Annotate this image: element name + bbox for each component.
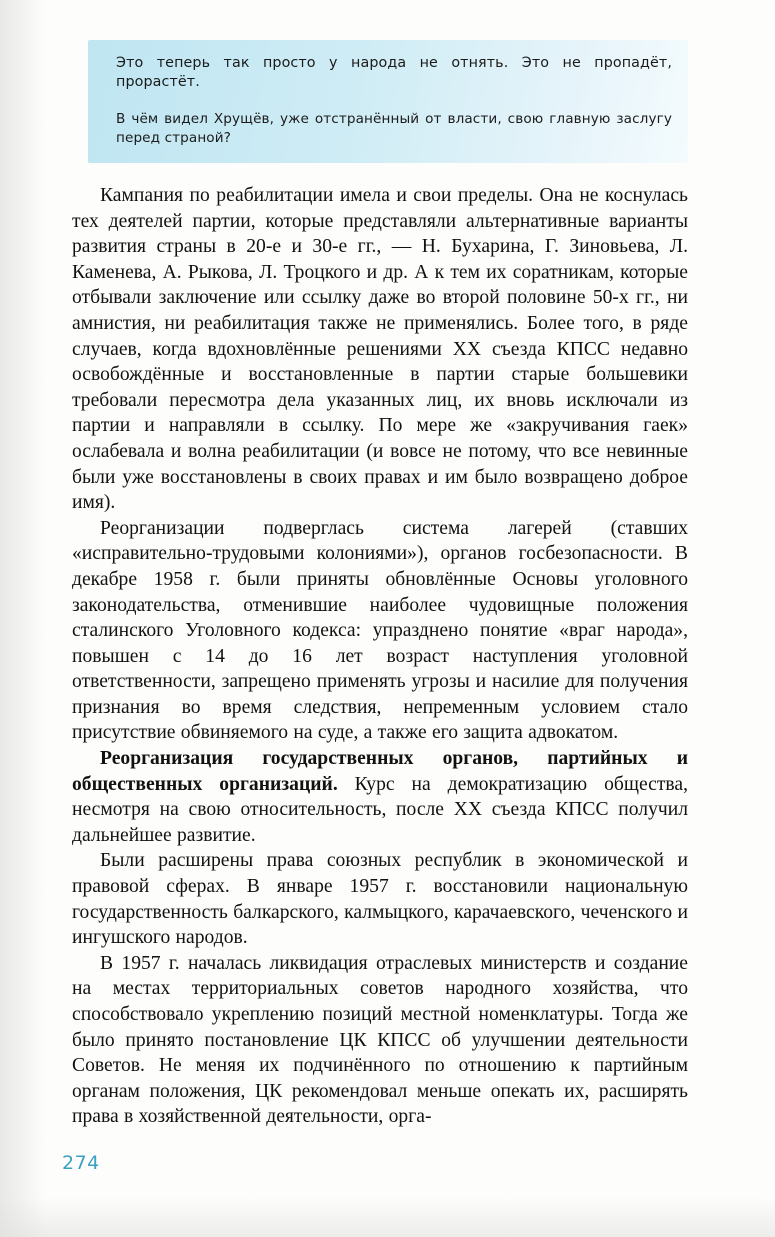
paragraph-with-runin-heading xyxy=(72,746,688,848)
callout-quote: Это теперь так просто у народа не отнять. Это не пропадёт, прорастёт. xyxy=(116,55,672,91)
runin-heading: Реорганизация государственных органов, партийных и общественных организаций. xyxy=(72,748,688,795)
callout-box xyxy=(88,40,688,163)
body-text xyxy=(72,183,688,1130)
page-number: 274 xyxy=(62,1152,100,1174)
runin-paragraph-rest: Курс на демократизацию общества, несмотря на свою относительность, после XX съезда КПСС получил дальнейшее развитие. xyxy=(72,773,688,846)
scan-shadow-left xyxy=(0,0,46,1237)
paragraph: Были расширены права союзных республик в экономической и правовой сферах. В январе 1957 г. восстановили национальную государственность балкарского, калмыцкого, карачаевского, чеченского и ингушского народов. xyxy=(72,850,688,949)
scan-shadow-bottom xyxy=(0,1197,775,1237)
paragraph: Реорганизации подверглась система лагерей (ставших «исправительно-трудовыми колониями»), органов госбезопасности. В декабре 1958 г. были приняты обновлённые Основы уголовного законодательства, отменившие наиболее чудовищные положения сталинского Уголовного кодекса: упразднено понятие «враг народа», повышен с 14 до 16 лет возраст наступления уголовной ответственности, запрещено применять угрозы и насилие для получения признания во время следствия, непременным условием стало присутствие обвиняемого на суде, а также его защита адвокатом. xyxy=(72,517,688,744)
paragraph: Кампания по реабилитации имела и свои пределы. Она не коснулась тех деятелей партии, которые представляли альтернативные варианты развития страны в 20-е и 30-е гг., — Н. Бухарина, Г. Зиновьева, Л. Каменева, А. Рыкова, Л. Троцкого и др. А к тем их соратникам, которые отбывали заключение или ссылку даже во второй половине 50-х гг., ни амнистия, ни реабилитация также не применялись. Более того, в ряде случаев, когда вдохновлённые решениями XX съезда КПСС недавно освобождённые и восстановленные в партии старые большевики требовали пересмотра дела указанных лиц, их вновь исключали из партии и направляли в ссылку. По мере же «закручивания гаек» ослабевала и волна реабилитации (и вовсе не потому, что все невинные были уже восстановлены в своих правах и им было возвращено доброе имя). xyxy=(72,185,688,514)
paragraph: В 1957 г. началась ликвидация отраслевых министерств и создание на местах территориальных советов народного хозяйства, что способствовало укреплению позиций местной номенклатуры. Тогда же было принято постановление ЦК КПСС об улучшении деятельности Советов. Не меняя их подчинённого по отношению к партийным органам положения, ЦК рекомендовал меньше опекать их, расширять права в хозяйственной деятельности, орга- xyxy=(72,952,688,1128)
callout-question: В чём видел Хрущёв, уже отстранённый от власти, свою главную заслугу перед страной? xyxy=(116,111,672,146)
